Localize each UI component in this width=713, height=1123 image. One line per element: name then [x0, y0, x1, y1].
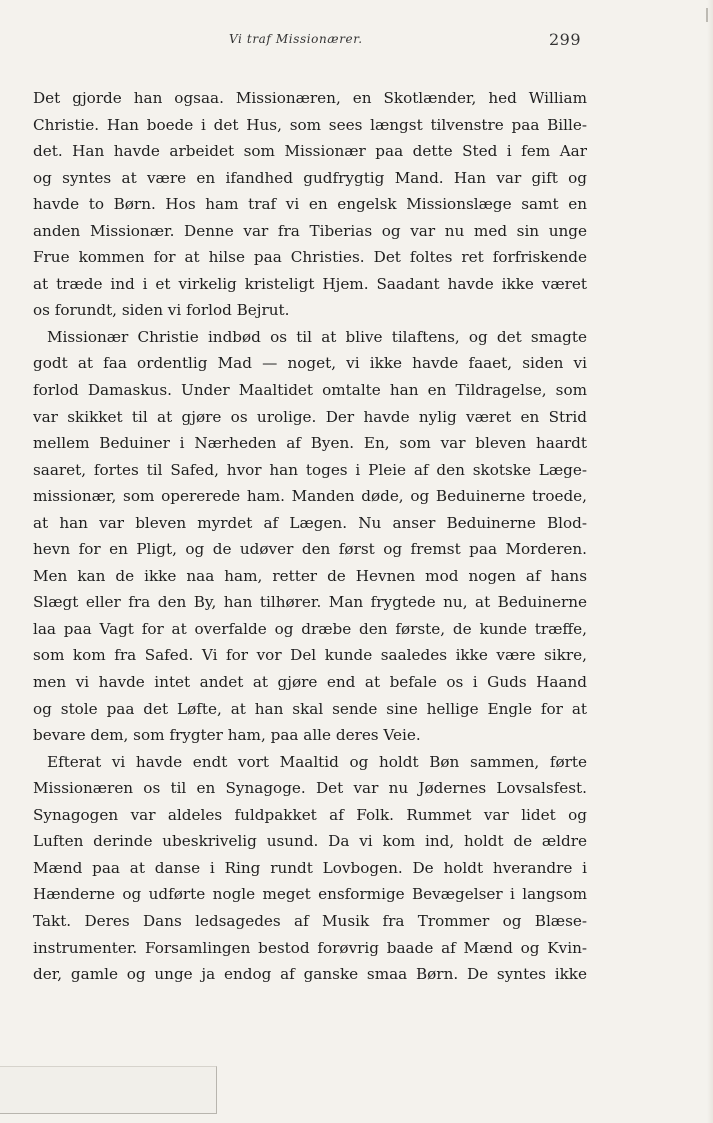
text-line: Hænderne og udførte nogle meget ensformige Bevægelser i langsom — [33, 885, 587, 904]
text-line: havde to Børn. Hos ham traf vi en engelsk Missionslæge samt en — [33, 195, 587, 214]
page-header — [0, 30, 713, 54]
text-line: Det gjorde han ogsaa. Missionæren, en Skotlænder, hed William — [33, 89, 587, 107]
margin-mark — [706, 8, 708, 22]
text-line: mellem Beduiner i Nærheden af Byen. En, som var bleven haardt — [33, 434, 587, 453]
text-line: Missionæren os til en Synagoge. Det var nu Jødernes Lovsalsfest. — [33, 779, 587, 798]
scan-margin-box — [0, 1066, 217, 1114]
text-line: det. Han havde arbeidet som Missionær paa dette Sted i fem Aar — [33, 142, 587, 161]
text-line: Frue kommen for at hilse paa Christies. Det foltes ret forfriskende — [33, 248, 587, 267]
text-line: anden Missionær. Denne var fra Tiberias og var nu med sin unge — [33, 221, 587, 240]
text-line: at han var bleven myrdet af Lægen. Nu anser Beduinerne Blod- — [33, 513, 587, 532]
running-title: Vi traf Missionærer. — [229, 32, 363, 46]
text-line: at træde ind i et virkelig kristeligt Hjem. Saadant havde ikke været — [33, 274, 587, 293]
text-line: Christie. Han boede i det Hus, som sees længst tilvenstre paa Bille- — [33, 115, 587, 134]
page-number: 299 — [549, 30, 582, 49]
body-text — [33, 85, 587, 988]
text-line: Synagogen var aldeles fuldpakket af Folk. Rummet var lidet og — [33, 805, 587, 824]
text-line: Takt. Deres Dans ledsagedes af Musik fra Trommer og Blæse- — [33, 911, 587, 930]
text-line: men vi havde intet andet at gjøre end at befale os i Guds Haand — [33, 673, 587, 692]
text-line: som kom fra Safed. Vi for vor Del kunde saaledes ikke være sikre, — [33, 646, 587, 665]
text-line: bevare dem, som frygter ham, paa alle deres Veie. — [33, 726, 421, 745]
text-line: Efterat vi havde endt vort Maaltid og holdt Bøn sammen, førte — [47, 752, 587, 771]
text-line: Slægt eller fra den By, han tilhører. Man frygtede nu, at Beduinerne — [33, 593, 587, 612]
text-line: Men kan de ikke naa ham, retter de Hevnen mod nogen af hans — [33, 566, 587, 585]
text-line: missionær, som opererede ham. Manden døde, og Beduinerne troede, — [33, 487, 587, 506]
text-line: Luften derinde ubeskrivelig usund. Da vi kom ind, holdt de ældre — [33, 832, 587, 851]
text-line: og syntes at være en ifandhed gudfrygtig Mand. Han var gift og — [33, 168, 587, 187]
page-edge — [707, 0, 713, 1123]
text-line: og stole paa det Løfte, at han skal sende sine hellige Engle for at — [33, 699, 587, 718]
text-line: instrumenter. Forsamlingen bestod forøvrig baade af Mænd og Kvin- — [33, 938, 587, 957]
text-line: saaret, fortes til Safed, hvor han toges i Pleie af den skotske Læge- — [33, 460, 587, 479]
text-line: Mænd paa at danse i Ring rundt Lovbogen. De holdt hverandre i — [33, 858, 587, 877]
text-line: hevn for en Pligt, og de udøver den først og fremst paa Morderen. — [33, 540, 587, 559]
text-line: godt at faa ordentlig Mad — noget, vi ikke havde faaet, siden vi — [33, 354, 587, 373]
text-line: der, gamle og unge ja endog af ganske smaa Børn. De syntes ikke — [33, 965, 587, 984]
text-line: os forundt, siden vi forlod Bejrut. — [33, 301, 290, 320]
text-line: var skikket til at gjøre os urolige. Der havde nylig været en Strid — [33, 407, 587, 426]
text-line: forlod Damaskus. Under Maaltidet omtalte han en Tildragelse, som — [33, 381, 587, 400]
text-line: laa paa Vagt for at overfalde og dræbe den første, de kunde træffe, — [33, 619, 587, 638]
text-line: Missionær Christie indbød os til at blive tilaftens, og det smagte — [47, 327, 587, 346]
